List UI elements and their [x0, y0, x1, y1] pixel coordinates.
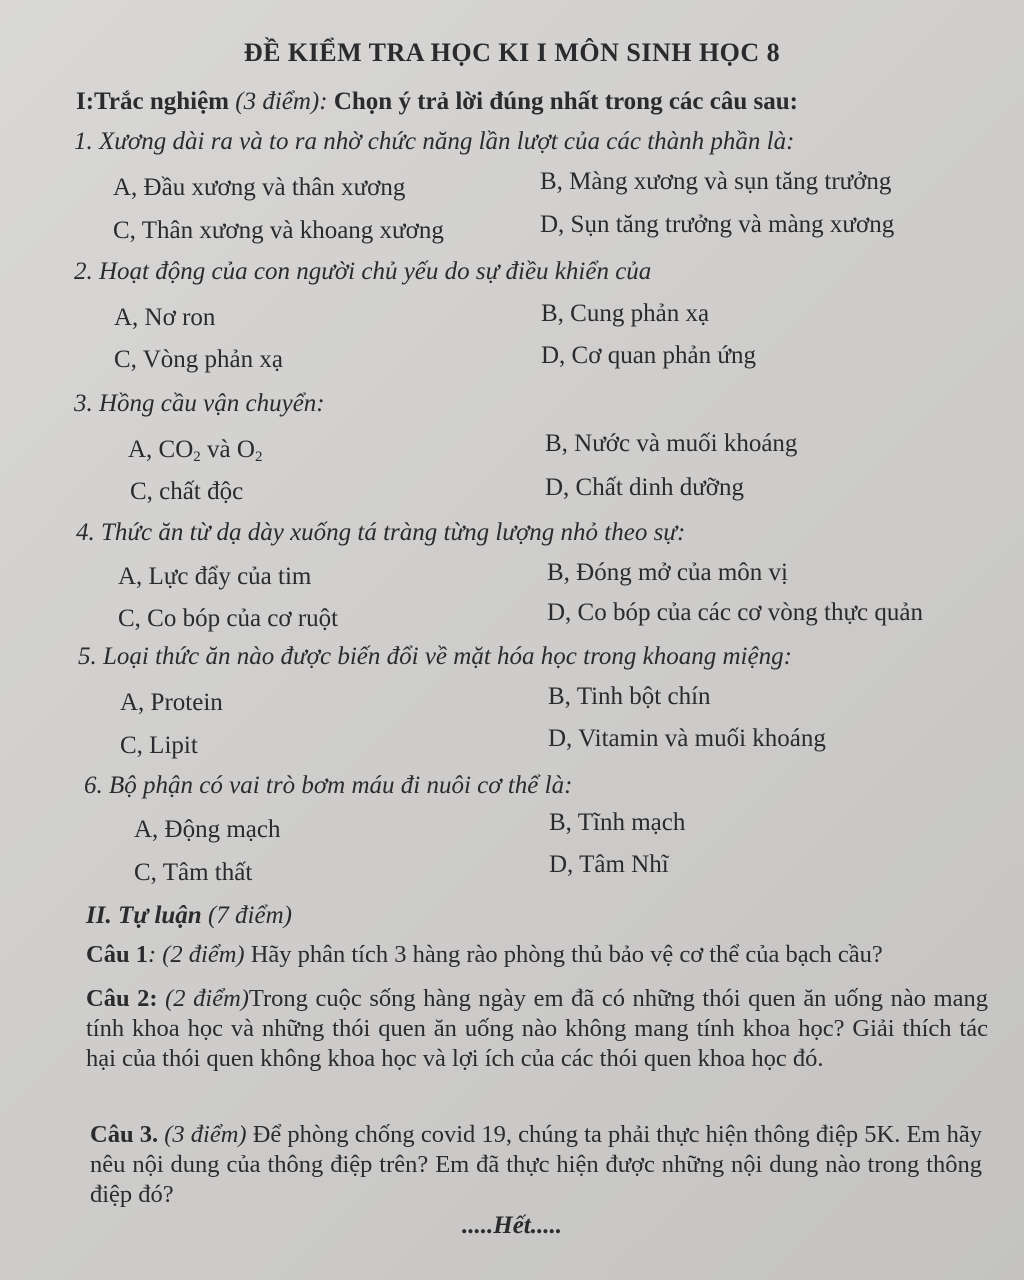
question-6: 6. Bộ phận có vai trò bơm máu đi nuôi cơ thể là:: [84, 772, 573, 799]
essay-2-points: (2 điểm): [157, 985, 249, 1012]
q5-option-d: D, Vitamin và muối khoáng: [548, 725, 826, 752]
q1-option-b: B, Màng xương và sụn tăng trưởng: [540, 168, 892, 195]
part2-label: II. Tự luận: [86, 902, 202, 929]
q3-option-a-sub1: 2: [193, 449, 201, 465]
end-marker: .....Hết.....: [462, 1212, 562, 1239]
page-title: ĐỀ KIỂM TRA HỌC KI I MÔN SINH HỌC 8: [243, 38, 781, 67]
essay-question-2: [86, 984, 988, 1074]
essay-2-text: Trong cuộc sống hàng ngày em đã có những thói quen ăn uống nào mang tính khoa học và những thói quen ăn uống nào không mang tính khoa học? Giải thích tác hại của thói quen không khoa học và lợi ích của các thói quen khoa học đó.: [86, 985, 988, 1072]
question-1: 1. Xương dài ra và to ra nhờ chức năng lần lượt của các thành phần là:: [74, 128, 795, 155]
q3-option-c: C, chất độc: [130, 478, 244, 505]
q3-option-d: D, Chất dinh dưỡng: [545, 474, 744, 501]
q4-option-d: D, Co bóp của các cơ vòng thực quản: [547, 599, 923, 626]
q2-option-b: B, Cung phản xạ: [541, 300, 710, 327]
essay-2-label: Câu 2:: [86, 985, 158, 1012]
part1-points: (3 điểm):: [235, 88, 328, 115]
q1-option-c: C, Thân xương và khoang xương: [113, 217, 444, 244]
part1-label: I:Trắc nghiệm: [76, 88, 229, 115]
q3-option-a-sub2: 2: [254, 449, 263, 465]
q3-option-a: [128, 436, 262, 466]
part2-points: (7 điểm): [207, 902, 292, 929]
essay-1-points: : (2 điểm): [147, 941, 245, 968]
essay-3-points: (3 điểm): [158, 1121, 247, 1148]
essay-question-1: [86, 940, 976, 970]
q4-option-c: C, Co bóp của cơ ruột: [118, 605, 339, 632]
essay-3-text: Để phòng chống covid 19, chúng ta phải thực hiện thông điệp 5K. Em hãy nêu nội dung của thông điệp trên? Em đã thực hiện được những nội dung nào trong thông điệp đó?: [90, 1121, 982, 1208]
q6-option-d: D, Tâm Nhĩ: [549, 851, 669, 878]
essay-question-3: [90, 1120, 982, 1210]
q2-option-c: C, Vòng phản xạ: [114, 346, 283, 373]
q4-option-b: B, Đóng mở của môn vị: [547, 559, 788, 586]
question-2: 2. Hoạt động của con người chủ yếu do sự điều khiển của: [74, 258, 652, 285]
q4-option-a: A, Lực đẩy của tim: [118, 563, 312, 590]
q6-option-c: C, Tâm thất: [134, 859, 253, 886]
essay-1-label: Câu 1: [86, 941, 148, 968]
q3-option-a-mid: và O: [200, 436, 255, 463]
q3-option-a-prefix: A, CO: [128, 436, 194, 463]
question-5: 5. Loại thức ăn nào được biến đổi về mặt hóa học trong khoang miệng:: [78, 643, 792, 670]
q2-option-d: D, Cơ quan phản ứng: [541, 342, 756, 369]
q3-option-b: B, Nước và muối khoáng: [545, 430, 798, 457]
q6-option-a: A, Động mạch: [134, 816, 281, 843]
part2-heading: [86, 902, 292, 930]
q5-option-c: C, Lipit: [120, 732, 198, 759]
essay-3-label: Câu 3.: [90, 1121, 159, 1148]
q1-option-d: D, Sụn tăng trưởng và màng xương: [540, 211, 895, 238]
essay-1-text: Hãy phân tích 3 hàng rào phòng thủ bảo vệ cơ thể của bạch cầu?: [244, 941, 883, 968]
q2-option-a: A, Nơ ron: [114, 304, 216, 331]
part1-heading: [76, 88, 798, 116]
question-4: 4. Thức ăn từ dạ dày xuống tá tràng từng lượng nhỏ theo sự:: [76, 519, 686, 546]
q5-option-b: B, Tinh bột chín: [548, 683, 711, 710]
question-3: 3. Hồng cầu vận chuyển:: [74, 390, 325, 417]
part1-instruction: Chọn ý trả lời đúng nhất trong các câu sau:: [333, 88, 798, 115]
q6-option-b: B, Tĩnh mạch: [549, 809, 686, 836]
q1-option-a: A, Đầu xương và thân xương: [113, 174, 406, 201]
q5-option-a: A, Protein: [120, 689, 223, 716]
